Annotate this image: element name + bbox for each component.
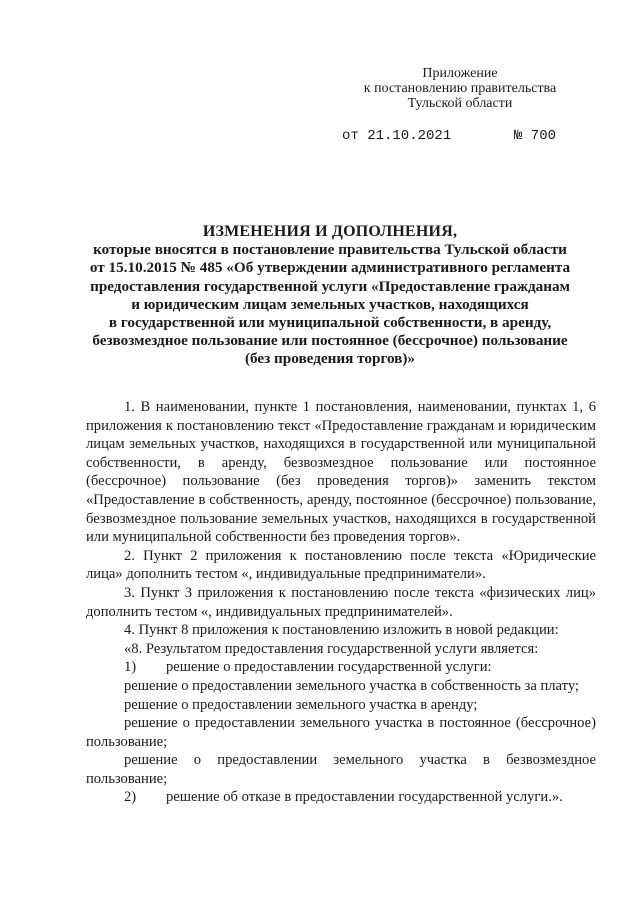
paragraph-4: 4. Пункт 8 приложения к постановлению изложить в новой редакции: [124,622,559,639]
appendix-reference: к постановлению правительства [363,81,557,96]
document-title-line: предоставления государственной услуги «Предоставление гражданам [90,277,570,295]
document-title [80,223,580,369]
sub-item: решение о предоставлении земельного участка в аренду; [124,696,478,713]
appendix-title: Приложение [422,66,498,81]
appendix-header [340,66,580,111]
list-item-text: решение об отказе в предоставлении государственной услуги.». [166,789,563,806]
list-item-text: решение о предоставлении государственной услуги: [166,659,492,676]
resolution-dateline [342,128,572,144]
sub-item: решение о предоставлении земельного участка в безвозмездное пользование; [86,752,596,787]
document-body [86,398,596,807]
appendix-region: Тульской области [407,96,513,111]
list-item [86,658,596,677]
document-title-line: в государственной или муниципальной собственности, в аренду, [108,314,552,332]
document-title-line: (без проведения торгов)» [244,350,416,368]
resolution-number: № 700 [514,128,557,144]
paragraph-5: «8. Результатом предоставления государственной услуги является: [124,640,539,657]
document-title-line: безвозмездное пользование или постоянное (бессрочное) пользование [92,332,568,350]
list-item-marker: 2) [124,789,137,806]
paragraph-2: 2. Пункт 2 приложения к постановлению после текста «Юридические лица» дополнить тестом «, индивидуальные предприниматели». [86,547,596,583]
document-title-line: от 15.10.2015 № 485 «Об утверждении административного регламента [89,259,571,277]
paragraph-1: 1. В наименовании, пункте 1 постановления, наименовании, пунктах 1, 6 приложения к постановлению текст «Предоставление гражданам и юридическим лицам земельных участков, находящихся в государственной или муниципальной собственности, в аренду, безвозмездное пользование или постоянное (бессрочное) пользование (без проведения торгов)» заменить текстом «Предоставление в собственность, аренду, постоянное (бессрочное) пользование, безвозмездное пользование земельных участков, находящихся в государственной или муниципальной собственности без проведения торгов». [86,399,596,546]
paragraph-3: 3. Пункт 3 приложения к постановлению после текста «физических лиц» дополнить тестом «, индивидуальных предпринимателей». [86,584,596,620]
document-title-line: которые вносятся в постановление правительства Тульской области [93,241,567,259]
document-title-main: ИЗМЕНЕНИЯ И ДОПОЛНЕНИЯ, [202,223,458,240]
sub-item: решение о предоставлении земельного участка в собственность за плату; [124,677,579,694]
resolution-date: от 21.10.2021 [342,128,452,144]
list-item-marker: 1) [124,659,137,676]
sub-item: решение о предоставлении земельного участка в постоянное (бессрочное) пользование; [86,715,596,750]
list-item [86,788,596,807]
document-title-line: и юридическим лицам земельных участков, находящихся [131,295,529,313]
